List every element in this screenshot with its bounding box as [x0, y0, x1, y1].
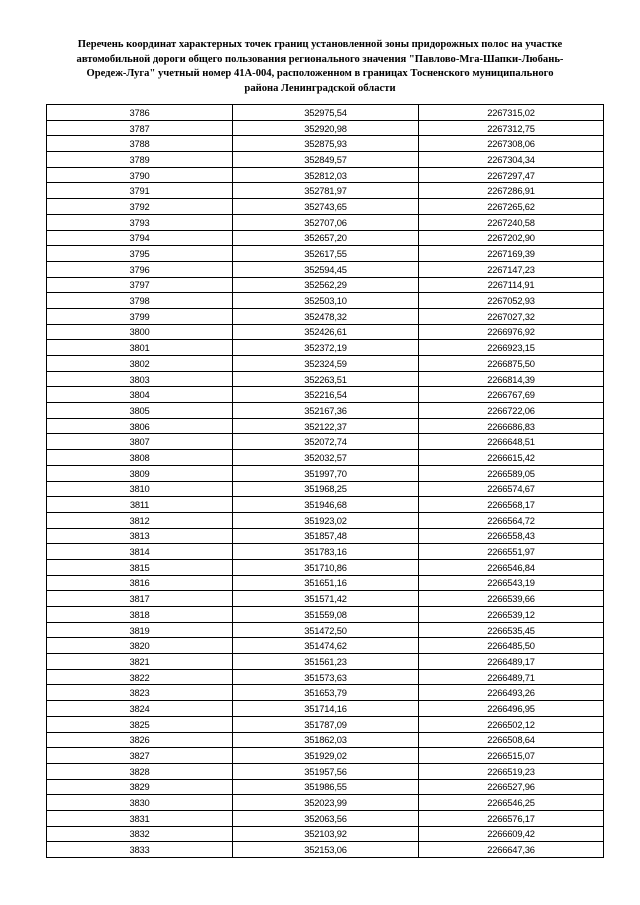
- y-coordinate-cell: 2267027,32: [419, 308, 604, 324]
- x-coordinate-cell: 352920,98: [233, 120, 419, 136]
- x-coordinate-cell: 352503,10: [233, 293, 419, 309]
- point-number-cell: 3823: [47, 685, 233, 701]
- y-coordinate-cell: 2266576,17: [419, 810, 604, 826]
- table-row: [47, 779, 604, 795]
- table-row: [47, 842, 604, 858]
- point-number-cell: 3813: [47, 528, 233, 544]
- x-coordinate-cell: 352707,06: [233, 214, 419, 230]
- table-row: [47, 497, 604, 513]
- table-row: [47, 465, 604, 481]
- y-coordinate-cell: 2266722,06: [419, 403, 604, 419]
- point-number-cell: 3821: [47, 654, 233, 670]
- y-coordinate-cell: 2267114,91: [419, 277, 604, 293]
- y-coordinate-cell: 2266519,23: [419, 763, 604, 779]
- point-number-cell: 3806: [47, 418, 233, 434]
- table-row: [47, 246, 604, 262]
- point-number-cell: 3825: [47, 716, 233, 732]
- point-number-cell: 3829: [47, 779, 233, 795]
- x-coordinate-cell: 352875,93: [233, 136, 419, 152]
- point-number-cell: 3819: [47, 622, 233, 638]
- point-number-cell: 3802: [47, 356, 233, 372]
- document-title: [40, 38, 600, 96]
- y-coordinate-cell: 2266574,67: [419, 481, 604, 497]
- table-row: [47, 654, 604, 670]
- document-title-line: автомобильной дороги общего пользования регионального значения "Павлово-Мга-Шапки-Любань-: [76, 53, 564, 65]
- y-coordinate-cell: 2266814,39: [419, 371, 604, 387]
- y-coordinate-cell: 2266539,66: [419, 591, 604, 607]
- point-number-cell: 3826: [47, 732, 233, 748]
- x-coordinate-cell: 352975,54: [233, 105, 419, 121]
- point-number-cell: 3824: [47, 701, 233, 717]
- table-row: [47, 261, 604, 277]
- table-row: [47, 371, 604, 387]
- point-number-cell: 3808: [47, 450, 233, 466]
- x-coordinate-cell: 351573,63: [233, 669, 419, 685]
- table-row: [47, 340, 604, 356]
- y-coordinate-cell: 2267286,91: [419, 183, 604, 199]
- table-row: [47, 810, 604, 826]
- y-coordinate-cell: 2266564,72: [419, 512, 604, 528]
- x-coordinate-cell: 352743,65: [233, 199, 419, 215]
- table-row: [47, 167, 604, 183]
- x-coordinate-cell: 352849,57: [233, 152, 419, 168]
- x-coordinate-cell: 352063,56: [233, 810, 419, 826]
- point-number-cell: 3788: [47, 136, 233, 152]
- y-coordinate-cell: 2266568,17: [419, 497, 604, 513]
- point-number-cell: 3801: [47, 340, 233, 356]
- y-coordinate-cell: 2266527,96: [419, 779, 604, 795]
- y-coordinate-cell: 2266686,83: [419, 418, 604, 434]
- table-row: [47, 685, 604, 701]
- x-coordinate-cell: 352617,55: [233, 246, 419, 262]
- x-coordinate-cell: 352072,74: [233, 434, 419, 450]
- y-coordinate-cell: 2266648,51: [419, 434, 604, 450]
- table-row: [47, 638, 604, 654]
- point-number-cell: 3833: [47, 842, 233, 858]
- table-row: [47, 512, 604, 528]
- x-coordinate-cell: 352324,59: [233, 356, 419, 372]
- point-number-cell: 3805: [47, 403, 233, 419]
- y-coordinate-cell: 2267265,62: [419, 199, 604, 215]
- point-number-cell: 3830: [47, 795, 233, 811]
- x-coordinate-cell: 351787,09: [233, 716, 419, 732]
- x-coordinate-cell: 351783,16: [233, 544, 419, 560]
- x-coordinate-cell: 351710,86: [233, 559, 419, 575]
- x-coordinate-cell: 352426,61: [233, 324, 419, 340]
- y-coordinate-cell: 2266489,17: [419, 654, 604, 670]
- table-row: [47, 277, 604, 293]
- y-coordinate-cell: 2266551,97: [419, 544, 604, 560]
- x-coordinate-cell: 351986,55: [233, 779, 419, 795]
- y-coordinate-cell: 2267202,90: [419, 230, 604, 246]
- y-coordinate-cell: 2266647,36: [419, 842, 604, 858]
- y-coordinate-cell: 2266489,71: [419, 669, 604, 685]
- point-number-cell: 3817: [47, 591, 233, 607]
- y-coordinate-cell: 2266976,92: [419, 324, 604, 340]
- table-row: [47, 481, 604, 497]
- table-row: [47, 105, 604, 121]
- y-coordinate-cell: 2266539,12: [419, 607, 604, 623]
- point-number-cell: 3786: [47, 105, 233, 121]
- point-number-cell: 3820: [47, 638, 233, 654]
- point-number-cell: 3814: [47, 544, 233, 560]
- table-row: [47, 795, 604, 811]
- table-row: [47, 387, 604, 403]
- y-coordinate-cell: 2266493,26: [419, 685, 604, 701]
- table-row: [47, 559, 604, 575]
- point-number-cell: 3791: [47, 183, 233, 199]
- x-coordinate-cell: 351472,50: [233, 622, 419, 638]
- point-number-cell: 3790: [47, 167, 233, 183]
- table-row: [47, 732, 604, 748]
- point-number-cell: 3831: [47, 810, 233, 826]
- table-row: [47, 528, 604, 544]
- y-coordinate-cell: 2267052,93: [419, 293, 604, 309]
- x-coordinate-cell: 352657,20: [233, 230, 419, 246]
- y-coordinate-cell: 2266496,95: [419, 701, 604, 717]
- table-row: [47, 591, 604, 607]
- y-coordinate-cell: 2266615,42: [419, 450, 604, 466]
- table-row: [47, 152, 604, 168]
- x-coordinate-cell: 351561,23: [233, 654, 419, 670]
- x-coordinate-cell: 352372,19: [233, 340, 419, 356]
- x-coordinate-cell: 351929,02: [233, 748, 419, 764]
- y-coordinate-cell: 2266767,69: [419, 387, 604, 403]
- y-coordinate-cell: 2266485,50: [419, 638, 604, 654]
- point-number-cell: 3803: [47, 371, 233, 387]
- x-coordinate-cell: 351968,25: [233, 481, 419, 497]
- point-number-cell: 3789: [47, 152, 233, 168]
- y-coordinate-cell: 2266508,64: [419, 732, 604, 748]
- y-coordinate-cell: 2266923,15: [419, 340, 604, 356]
- x-coordinate-cell: 352781,97: [233, 183, 419, 199]
- y-coordinate-cell: 2266558,43: [419, 528, 604, 544]
- x-coordinate-cell: 351474,62: [233, 638, 419, 654]
- table-row: [47, 434, 604, 450]
- point-number-cell: 3822: [47, 669, 233, 685]
- x-coordinate-cell: 351862,03: [233, 732, 419, 748]
- y-coordinate-cell: 2266546,25: [419, 795, 604, 811]
- point-number-cell: 3796: [47, 261, 233, 277]
- y-coordinate-cell: 2267147,23: [419, 261, 604, 277]
- y-coordinate-cell: 2266515,07: [419, 748, 604, 764]
- table-row: [47, 403, 604, 419]
- x-coordinate-cell: 352216,54: [233, 387, 419, 403]
- y-coordinate-cell: 2267312,75: [419, 120, 604, 136]
- y-coordinate-cell: 2266535,45: [419, 622, 604, 638]
- point-number-cell: 3832: [47, 826, 233, 842]
- x-coordinate-cell: 352023,99: [233, 795, 419, 811]
- table-row: [47, 701, 604, 717]
- point-number-cell: 3807: [47, 434, 233, 450]
- table-row: [47, 607, 604, 623]
- y-coordinate-cell: 2266546,84: [419, 559, 604, 575]
- x-coordinate-cell: 352153,06: [233, 842, 419, 858]
- document-title-line: Оредеж-Луга" учетный номер 41А-004, расположенном в границах Тосненского муниципального: [86, 68, 554, 79]
- y-coordinate-cell: 2266875,50: [419, 356, 604, 372]
- point-number-cell: 3812: [47, 512, 233, 528]
- table-row: [47, 199, 604, 215]
- point-number-cell: 3799: [47, 308, 233, 324]
- y-coordinate-cell: 2266609,42: [419, 826, 604, 842]
- y-coordinate-cell: 2266543,19: [419, 575, 604, 591]
- x-coordinate-cell: 351651,16: [233, 575, 419, 591]
- table-row: [47, 230, 604, 246]
- x-coordinate-cell: 351957,56: [233, 763, 419, 779]
- table-row: [47, 826, 604, 842]
- y-coordinate-cell: 2267169,39: [419, 246, 604, 262]
- point-number-cell: 3797: [47, 277, 233, 293]
- table-row: [47, 136, 604, 152]
- table-row: [47, 418, 604, 434]
- x-coordinate-cell: 352263,51: [233, 371, 419, 387]
- y-coordinate-cell: 2267304,34: [419, 152, 604, 168]
- x-coordinate-cell: 351946,68: [233, 497, 419, 513]
- point-number-cell: 3804: [47, 387, 233, 403]
- y-coordinate-cell: 2267308,06: [419, 136, 604, 152]
- table-row: [47, 356, 604, 372]
- x-coordinate-cell: 351923,02: [233, 512, 419, 528]
- x-coordinate-cell: 351571,42: [233, 591, 419, 607]
- x-coordinate-cell: 351559,08: [233, 607, 419, 623]
- point-number-cell: 3800: [47, 324, 233, 340]
- table-row: [47, 575, 604, 591]
- point-number-cell: 3792: [47, 199, 233, 215]
- point-number-cell: 3818: [47, 607, 233, 623]
- x-coordinate-cell: 352122,37: [233, 418, 419, 434]
- document-title-line: Перечень координат характерных точек границ установленной зоны придорожных полос на участке: [77, 39, 563, 50]
- x-coordinate-cell: 352562,29: [233, 277, 419, 293]
- x-coordinate-cell: 352167,36: [233, 403, 419, 419]
- x-coordinate-cell: 352812,03: [233, 167, 419, 183]
- point-number-cell: 3787: [47, 120, 233, 136]
- x-coordinate-cell: 351857,48: [233, 528, 419, 544]
- table-row: [47, 716, 604, 732]
- point-number-cell: 3795: [47, 246, 233, 262]
- table-row: [47, 544, 604, 560]
- y-coordinate-cell: 2267240,58: [419, 214, 604, 230]
- table-row: [47, 120, 604, 136]
- table-row: [47, 622, 604, 638]
- table-row: [47, 293, 604, 309]
- table-row: [47, 324, 604, 340]
- point-number-cell: 3811: [47, 497, 233, 513]
- y-coordinate-cell: 2267315,02: [419, 105, 604, 121]
- point-number-cell: 3816: [47, 575, 233, 591]
- x-coordinate-cell: 352103,92: [233, 826, 419, 842]
- document-title-line: района Ленинградской области: [244, 82, 396, 94]
- x-coordinate-cell: 351997,70: [233, 465, 419, 481]
- point-number-cell: 3810: [47, 481, 233, 497]
- x-coordinate-cell: 352032,57: [233, 450, 419, 466]
- table-row: [47, 308, 604, 324]
- point-number-cell: 3828: [47, 763, 233, 779]
- point-number-cell: 3798: [47, 293, 233, 309]
- point-number-cell: 3809: [47, 465, 233, 481]
- point-number-cell: 3815: [47, 559, 233, 575]
- x-coordinate-cell: 351653,79: [233, 685, 419, 701]
- y-coordinate-cell: 2266589,05: [419, 465, 604, 481]
- x-coordinate-cell: 351714,16: [233, 701, 419, 717]
- point-number-cell: 3827: [47, 748, 233, 764]
- x-coordinate-cell: 352478,32: [233, 308, 419, 324]
- point-number-cell: 3793: [47, 214, 233, 230]
- table-row: [47, 669, 604, 685]
- y-coordinate-cell: 2266502,12: [419, 716, 604, 732]
- table-row: [47, 214, 604, 230]
- y-coordinate-cell: 2267297,47: [419, 167, 604, 183]
- coordinates-table: [46, 104, 604, 858]
- coordinates-table-body: [47, 105, 604, 858]
- x-coordinate-cell: 352594,45: [233, 261, 419, 277]
- table-row: [47, 748, 604, 764]
- point-number-cell: 3794: [47, 230, 233, 246]
- table-row: [47, 450, 604, 466]
- table-row: [47, 763, 604, 779]
- table-row: [47, 183, 604, 199]
